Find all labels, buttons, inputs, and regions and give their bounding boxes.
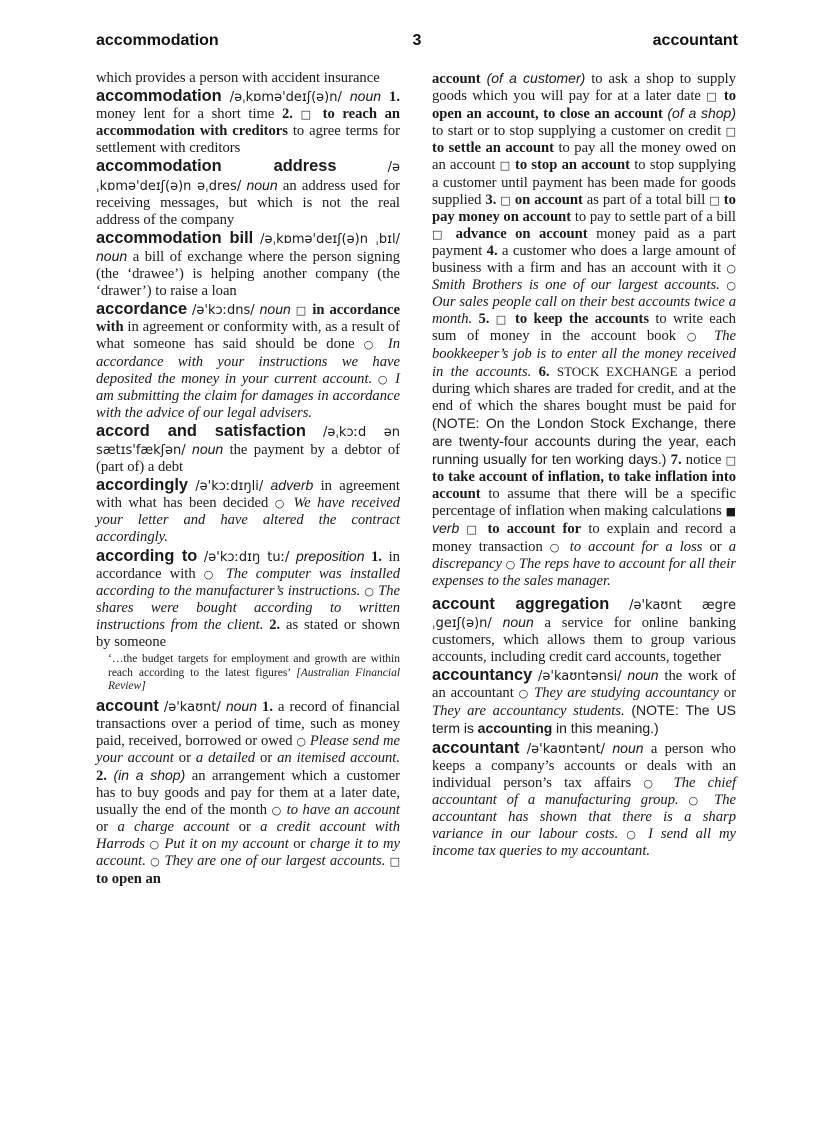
- entry-according-to: [96, 548, 400, 652]
- part-of-speech: noun: [349, 88, 382, 105]
- phrase-square-icon: □: [725, 125, 736, 139]
- entry-accountancy: [432, 667, 736, 738]
- subject-label: STOCK EXCHANGE: [556, 363, 678, 379]
- phrase-square-icon: □: [500, 193, 511, 207]
- definition-text: to write each sum of money in the account book: [432, 311, 736, 345]
- definition-text: a person who keeps a company’s accounts or deals with an individual person’s tax affairs: [432, 740, 736, 791]
- bold-text: 1.: [389, 89, 400, 106]
- definition-text: to pay to settle part of a bill: [574, 208, 736, 225]
- entry-accordance: [96, 301, 400, 422]
- bold-text: 6.: [538, 363, 550, 380]
- example-circle-icon: ○: [549, 540, 563, 554]
- definition-text: ‘…the budget targets for employment and growth are within reach according to the latest figures’: [108, 653, 400, 679]
- definition-text: to explain and record a money transaction: [432, 521, 737, 555]
- example-circle-icon: ○: [149, 838, 160, 852]
- example-text: a detailed: [195, 749, 256, 766]
- example-text: The reps have to account for all their expenses to the sales manager.: [432, 555, 737, 589]
- phrase: to account for: [487, 521, 582, 538]
- example-circle-icon: ○: [296, 734, 307, 748]
- headword: according to: [96, 546, 198, 565]
- example-text: a charge account: [117, 819, 230, 836]
- part-of-speech: noun: [627, 667, 659, 684]
- example-text: In accordance with your instructions we have deposited the money in your current account.: [96, 336, 400, 387]
- example-text: a credit account with Harrods: [96, 819, 401, 853]
- phrase-square-icon: □: [495, 313, 509, 327]
- phrase: account: [432, 71, 481, 87]
- usage-context: (of a customer): [486, 70, 586, 86]
- phrase: on account: [514, 191, 583, 208]
- definition-text: in agreement or conformity with, as a result of what someone has said should be done: [96, 319, 400, 353]
- definition-text: an arrangement which a customer has to buy goods and pay for them at a later date, usually the end of the month: [96, 767, 400, 819]
- example-circle-icon: ○: [688, 793, 705, 807]
- definition-text: to pay all the money owed on an account: [432, 140, 736, 174]
- header-first-word: accommodation: [96, 32, 219, 49]
- usage-note: (NOTE: The US term is: [432, 702, 736, 737]
- example-circle-icon: ○: [726, 279, 736, 293]
- example-circle-icon: ○: [626, 828, 641, 842]
- phrase: to open an account, to close an account: [432, 88, 736, 123]
- part-of-speech: preposition: [295, 547, 365, 564]
- example-circle-icon: ○: [505, 557, 516, 571]
- example-text: Smith Brothers is one of our largest accounts.: [432, 277, 720, 294]
- headword: accord and satisfaction: [96, 421, 306, 440]
- usage-note-term: accounting: [477, 720, 553, 737]
- bold-text: 2.: [269, 616, 281, 633]
- headword: accordance: [96, 300, 188, 319]
- example-circle-icon: ○: [686, 330, 704, 344]
- continued-definition: [96, 70, 400, 87]
- phrase: to settle an account: [432, 140, 554, 157]
- definition-text: to agree terms for settlement with creditors: [96, 123, 400, 157]
- phrase-square-icon: □: [300, 108, 315, 122]
- example-text: to account for a loss: [569, 538, 703, 555]
- entry-accord-and-satisfaction: [96, 423, 400, 476]
- headword: accommodation bill: [96, 228, 254, 247]
- definition-text: as part of a total bill: [586, 191, 706, 208]
- example-circle-icon: ○: [364, 584, 375, 598]
- phrase: to open an: [96, 870, 161, 887]
- definition-text: a bill of exchange where the person signing (the ‘drawee’) is helping another company (the ‘drawer’) to raise a loan: [96, 248, 401, 300]
- example-circle-icon: ○: [363, 338, 379, 352]
- definition-text: a service for online banking customers, which allows them to group various accounts, including credit card accounts, together: [432, 614, 737, 666]
- phrase-square-icon: □: [432, 227, 448, 241]
- bold-text: 4.: [486, 242, 498, 259]
- entry-accordingly: [96, 477, 400, 546]
- example-circle-icon: ○: [203, 567, 218, 581]
- example-text: to have an account: [286, 802, 400, 819]
- usage-note: (NOTE: On the London Stock Exchange, there are twenty-four accounts during the year, each running usually for ten working days.): [432, 414, 736, 468]
- example-circle-icon: ○: [518, 687, 530, 701]
- part-of-speech: noun: [96, 247, 128, 264]
- right-column: [432, 70, 736, 861]
- definition-text: in agreement with what has been decided: [96, 478, 400, 512]
- part-of-speech: noun: [192, 440, 224, 457]
- example-circle-icon: ○: [274, 497, 288, 511]
- pronunciation: /əˌkɒmə'deɪʃ(ə)n ˌbɪl/: [260, 231, 400, 247]
- example-circle-icon: ○: [377, 372, 390, 386]
- part-of-speech: adverb: [270, 477, 314, 494]
- phrase: to keep the accounts: [515, 311, 650, 328]
- example-circle-icon: ○: [643, 776, 662, 790]
- entry-accommodation-address: [96, 158, 400, 228]
- entry-account: [96, 698, 400, 888]
- entry-account-continued: [432, 70, 736, 590]
- phrase: advance on account: [455, 225, 588, 242]
- bold-text: 7.: [670, 452, 682, 469]
- phrase: to take account of inflation, to take inflation into account: [432, 469, 736, 503]
- headword: accordingly: [96, 476, 188, 495]
- pronunciation: /ə'kɔːdɪŋ tuː/: [203, 549, 290, 565]
- part-of-speech: noun: [612, 739, 644, 756]
- pronunciation: /əˌkɒmə'deɪʃ(ə)n əˌdres/: [96, 160, 400, 194]
- bold-text: 5.: [478, 311, 490, 328]
- bold-text: 2.: [96, 767, 107, 784]
- phrase-square-icon: □: [466, 523, 481, 537]
- definition-text: an address used for receiving messages, but which is not the real address of the company: [96, 177, 400, 228]
- definition-text: a period during which shares are traded for credit, and at the end of which the shares bought must be paid for: [432, 363, 736, 414]
- phrase: to pay money on account: [432, 191, 736, 225]
- pronunciation: /əˌkɒmə'deɪʃ(ə)n/: [229, 90, 342, 106]
- example-text: Put it on my account: [164, 836, 289, 853]
- example-circle-icon: ○: [726, 262, 737, 276]
- example-text: The bookkeeper’s job is to enter all the money received in the accounts.: [432, 328, 736, 380]
- example-text: an itemised account.: [277, 749, 400, 766]
- part-of-speech: noun: [502, 613, 534, 630]
- phrase-square-icon: □: [706, 90, 719, 104]
- citation-quote: [108, 653, 400, 694]
- pronunciation: /ə'kaʊnt ægreˌgeɪʃ(ə)n/: [432, 597, 736, 631]
- phrase-square-icon: □: [295, 304, 308, 318]
- running-header: [96, 32, 738, 54]
- part-of-speech: verb: [432, 520, 460, 537]
- definition-text: or: [96, 819, 109, 836]
- usage-context: (of a shop): [667, 105, 736, 122]
- example-circle-icon: ○: [150, 855, 161, 869]
- example-text: charge it to my account.: [96, 836, 401, 870]
- bold-text: 1.: [262, 698, 273, 715]
- definition-text: or: [293, 836, 306, 853]
- header-last-word: accountant: [652, 32, 738, 49]
- definition-text: to start or to stop supplying a customer on credit: [432, 123, 722, 140]
- definition-text: or: [238, 819, 251, 836]
- example-text: Our sales people call on their best accounts twice a month.: [432, 294, 736, 328]
- example-text: They are one of our largest accounts.: [164, 853, 386, 870]
- pronunciation: /ə'kaʊntənt/: [526, 741, 606, 757]
- example-text: a discrepancy: [432, 538, 736, 572]
- entry-accountant: [432, 740, 736, 861]
- definition-text: or: [709, 538, 722, 555]
- pronunciation: /əˌkɔːd ən sætɪs'fækʃən/: [96, 424, 400, 458]
- definition-text: to assume that there will be a specific percentage of inflation when making calculations: [432, 486, 737, 520]
- definition-text: the payment by a debtor of (part of) a debt: [96, 441, 400, 476]
- definition-text: notice: [685, 452, 722, 469]
- headword: accountant: [432, 738, 520, 757]
- phrase: in accordance with: [96, 302, 400, 336]
- definition-text: a customer who does a large amount of business with a firm and has an account with it: [432, 242, 736, 277]
- example-text: The computer was installed according to the manufacturer’s instructions.: [96, 565, 400, 599]
- part-of-speech: noun: [246, 176, 278, 193]
- definition-text: in accordance with: [96, 548, 400, 582]
- pronunciation: /ə'kɔːdɪŋli/: [195, 479, 264, 495]
- example-text: The shares were bought according to written instructions from the client.: [96, 582, 400, 633]
- citation-source: [Australian Financial Review]: [108, 666, 401, 693]
- phrase: to reach an accommodation with creditors: [96, 106, 401, 140]
- definition-text: a record of financial transactions over a period of time, such as money paid, received, borrowed or owed: [96, 698, 400, 749]
- definition-text: to ask a shop to supply goods which you will pay for at a later date: [432, 71, 736, 105]
- example-text: The chief accountant of a manufacturing group.: [432, 774, 737, 808]
- part-of-speech: noun: [225, 697, 257, 714]
- headword: accountancy: [432, 666, 533, 685]
- pronunciation: /ə'kaʊntənsi/: [538, 669, 622, 685]
- phrase-square-icon: □: [389, 855, 401, 869]
- definition-text: or: [178, 749, 191, 766]
- phrase-square-icon: □: [709, 193, 720, 207]
- definition-text: the work of an accountant: [432, 668, 736, 702]
- definition-text: to stop supplying a customer until payment has been made for goods supplied: [432, 157, 736, 208]
- left-column: [96, 70, 400, 889]
- part-of-speech: noun: [259, 301, 291, 318]
- headword: account: [96, 696, 159, 715]
- example-text: I send all my income tax queries to my accountant.: [432, 826, 736, 860]
- definition-text: or: [723, 685, 736, 702]
- definition-text: as stated or shown by someone: [96, 616, 400, 650]
- example-text: The accountant has shown that there is a sharp variance in our labour costs.: [432, 791, 737, 843]
- definition-text: money lent for a short time: [96, 106, 275, 123]
- example-text: We have received your letter and have altered the contract accordingly.: [96, 495, 400, 546]
- bold-text: 2.: [282, 106, 293, 123]
- example-text: They are accountancy students.: [432, 703, 625, 720]
- example-text: Please send me your account: [96, 732, 400, 766]
- entry-accommodation-bill: [96, 230, 400, 300]
- usage-context: (in a shop): [113, 766, 186, 783]
- pronunciation: /ə'kaʊnt/: [163, 699, 221, 715]
- example-circle-icon: ○: [271, 804, 283, 818]
- entry-account-aggregation: [432, 596, 736, 666]
- example-text: I am submitting the claim for damages in accordance with the advice of our legal advisers.: [96, 370, 400, 421]
- headword: accommodation: [96, 87, 222, 106]
- phrase-square-icon: □: [725, 454, 737, 468]
- phrase: to stop an account: [514, 157, 630, 174]
- phrase-square-icon: □: [499, 159, 511, 173]
- entry-accommodation: [96, 88, 400, 157]
- bold-text: 3.: [485, 191, 497, 208]
- usage-note: in this meaning.): [555, 720, 659, 737]
- example-text: They are studying accountancy: [534, 685, 719, 702]
- headword: account aggregation: [432, 594, 610, 613]
- definition-text: or: [260, 749, 273, 766]
- definition-text: which provides a person with accident insurance: [96, 70, 380, 86]
- bold-text: 1.: [371, 548, 383, 565]
- pronunciation: /ə'kɔːdns/: [192, 303, 255, 319]
- definition-text: money paid as a part payment: [432, 225, 736, 259]
- headword: accommodation address: [96, 157, 337, 176]
- page-number: 3: [412, 32, 422, 49]
- verb-block-icon: ■: [725, 505, 736, 519]
